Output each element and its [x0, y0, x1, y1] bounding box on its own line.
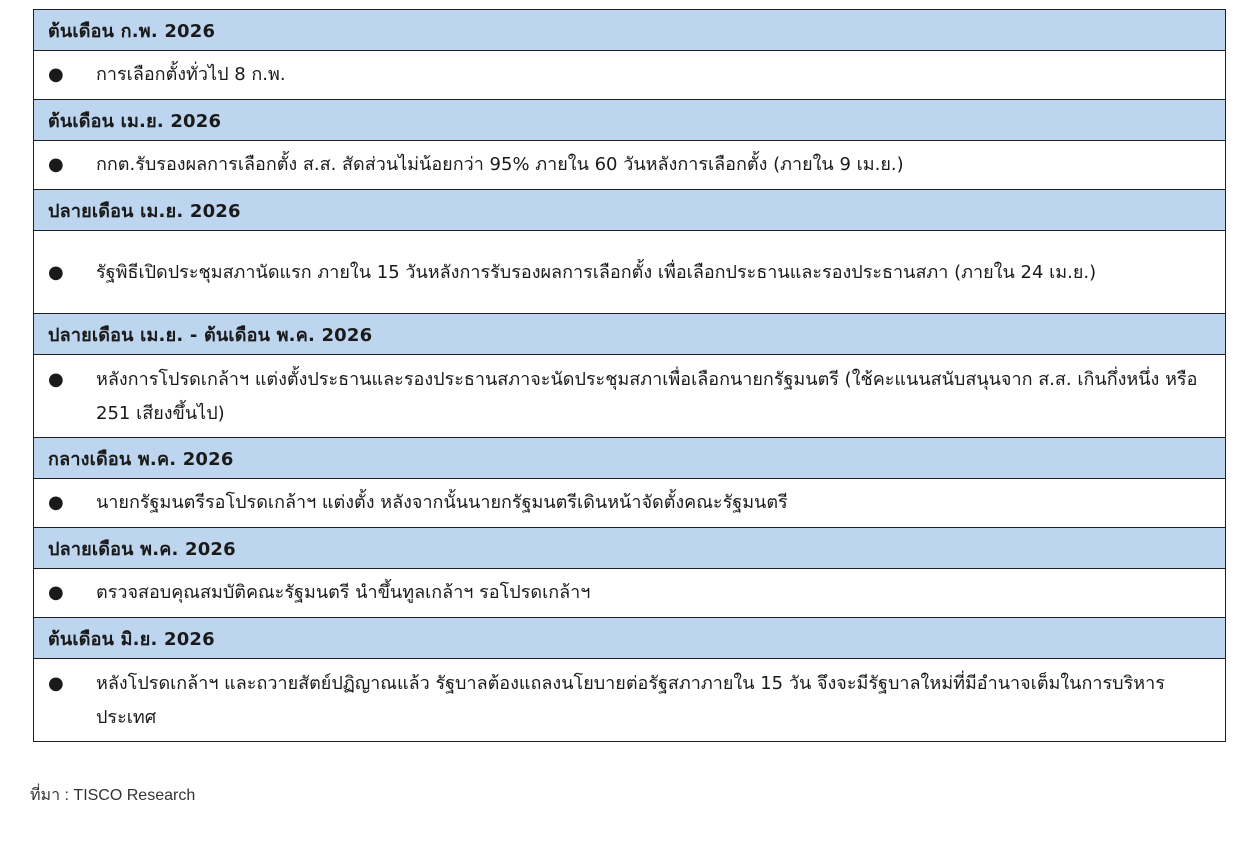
section-row	[34, 355, 1226, 438]
bullet-icon: ●	[48, 491, 64, 513]
item-text: การเลือกตั้งทั่วไป 8 ก.พ.	[96, 63, 286, 85]
period-label: ปลายเดือน เม.ย. - ต้นเดือน พ.ค. 2026	[34, 314, 1226, 355]
section-row	[34, 569, 1226, 618]
section-header	[34, 528, 1226, 569]
section-header	[34, 10, 1226, 51]
bullet-icon: ●	[48, 63, 64, 85]
list-item	[34, 248, 1225, 296]
section-header	[34, 100, 1226, 141]
section-row	[34, 479, 1226, 528]
list-item	[34, 143, 1225, 188]
item-text: รัฐพิธีเปิดประชุมสภานัดแรก ภายใน 15 วันหลังการรับรองผลการเลือกตั้ง เพื่อเลือกประธานและรองประธานสภา (ภายใน 24 เม.ย.)	[96, 262, 1097, 283]
timeline-table	[33, 9, 1226, 742]
period-label: ต้นเดือน เม.ย. 2026	[34, 100, 1226, 141]
section-row	[34, 659, 1226, 742]
period-label: ต้นเดือน มิ.ย. 2026	[34, 618, 1226, 659]
section-row	[34, 141, 1226, 190]
bullet-icon: ●	[48, 262, 64, 283]
list-item	[34, 659, 1225, 741]
bullet-icon: ●	[48, 369, 64, 390]
item-text: นายกรัฐมนตรีรอโปรดเกล้าฯ แต่งตั้ง หลังจากนั้นนายกรัฐมนตรีเดินหน้าจัดตั้งคณะรัฐมนตรี	[96, 491, 788, 513]
section-header	[34, 314, 1226, 355]
list-item	[34, 481, 1225, 526]
list-item	[34, 355, 1225, 437]
list-item	[34, 53, 1225, 98]
period-label: ปลายเดือน เม.ย. 2026	[34, 190, 1226, 231]
section-header	[34, 438, 1226, 479]
section-row	[34, 51, 1226, 100]
period-label: ต้นเดือน ก.พ. 2026	[34, 10, 1226, 51]
section-row	[34, 231, 1226, 314]
section-header	[34, 618, 1226, 659]
list-item	[34, 571, 1225, 616]
section-header	[34, 190, 1226, 231]
item-text: ตรวจสอบคุณสมบัติคณะรัฐมนตรี นำขึ้นทูลเกล้าฯ รอโปรดเกล้าฯ	[96, 581, 591, 603]
bullet-icon: ●	[48, 581, 64, 603]
bullet-icon: ●	[48, 153, 64, 175]
item-text: หลังโปรดเกล้าฯ และถวายสัตย์ปฏิญาณแล้ว รัฐบาลต้องแถลงนโยบายต่อรัฐสภาภายใน 15 วัน จึงจะมีรัฐบาลใหม่ที่มีอำนาจเต็มในการบริหารประเทศ	[96, 673, 1165, 728]
item-text: หลังการโปรดเกล้าฯ แต่งตั้งประธานและรองประธานสภาจะนัดประชุมสภาเพื่อเลือกนายกรัฐมนตรี (ใช้คะแนนสนับสนุนจาก ส.ส. เกินกึ่งหนึ่ง หรือ 251 เสียงขึ้นไป)	[96, 369, 1198, 424]
period-label: กลางเดือน พ.ค. 2026	[34, 438, 1226, 479]
item-text: กกต.รับรองผลการเลือกตั้ง ส.ส. สัดส่วนไม่น้อยกว่า 95% ภายใน 60 วันหลังการเลือกตั้ง (ภายใน 9 เม.ย.)	[96, 153, 904, 175]
bullet-icon: ●	[48, 673, 64, 694]
source-note: ที่มา : TISCO Research	[30, 787, 196, 804]
period-label: ปลายเดือน พ.ค. 2026	[34, 528, 1226, 569]
